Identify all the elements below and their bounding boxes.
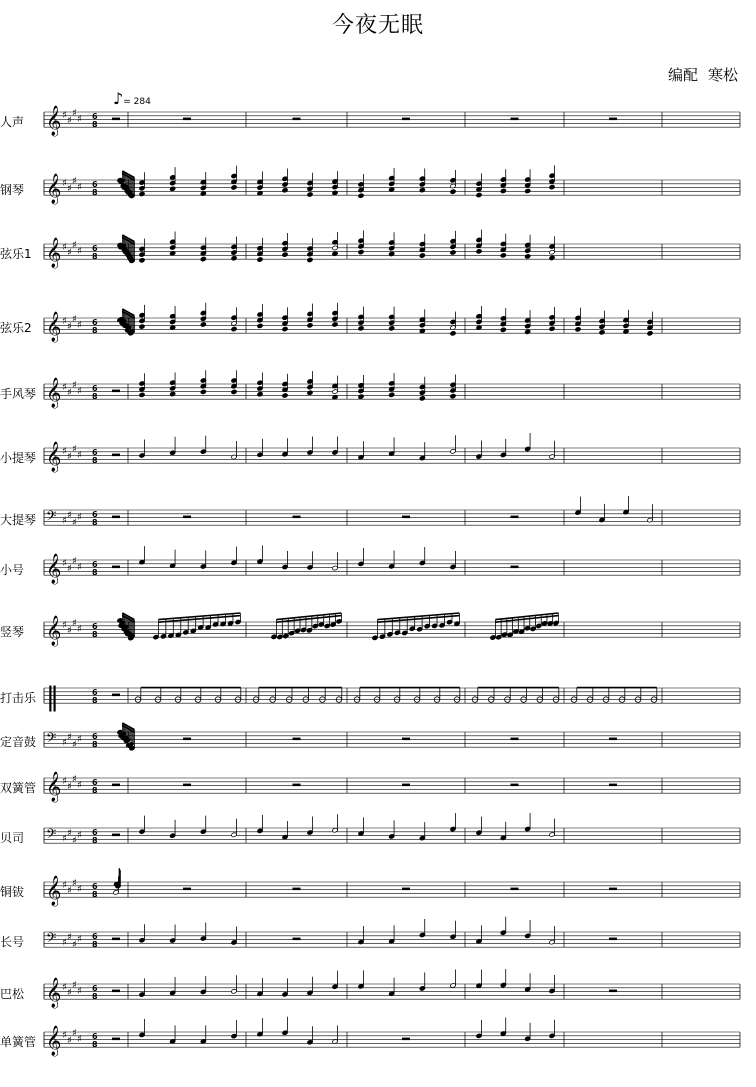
sharp-icon: ♯ <box>77 779 82 791</box>
note-head <box>332 190 338 195</box>
sharp-icon: ♯ <box>77 181 82 193</box>
treble-clef-icon: 𝄞 <box>46 616 62 646</box>
instrument-label: 双簧管 <box>0 781 37 795</box>
note-head <box>358 394 364 399</box>
treble-clef-icon: 𝄞 <box>46 876 62 906</box>
note-head <box>476 249 482 254</box>
sharp-icon: ♯ <box>72 444 77 456</box>
sharp-icon: ♯ <box>67 247 72 259</box>
note-head <box>332 322 338 327</box>
sharp-icon: ♯ <box>67 451 72 463</box>
note-head <box>231 185 237 190</box>
note-head <box>307 257 313 262</box>
sharp-icon: ♯ <box>77 385 82 397</box>
note-head <box>231 389 237 394</box>
note-head <box>549 326 555 331</box>
sharp-icon: ♯ <box>77 733 82 745</box>
time-signature-top: 6 <box>92 510 98 519</box>
sharp-icon: ♯ <box>67 183 72 195</box>
staff-3 <box>44 230 740 269</box>
treble-clef-icon: 𝄞 <box>46 554 62 584</box>
staff-6 <box>44 433 740 473</box>
whole-rest <box>511 516 519 519</box>
instrument-label: 小提琴 <box>0 451 37 465</box>
time-signature-top: 6 <box>92 984 98 993</box>
instrument-label: 人声 <box>0 115 25 129</box>
sharp-icon: ♯ <box>62 1030 67 1041</box>
note-head <box>450 394 456 399</box>
note-head <box>139 392 145 397</box>
whole-rest <box>112 990 120 993</box>
sharp-icon: ♯ <box>62 382 67 393</box>
note-head <box>170 186 176 191</box>
whole-rest <box>293 516 301 519</box>
note-head <box>282 393 288 398</box>
whole-rest <box>402 516 410 519</box>
note-head <box>549 184 555 189</box>
sharp-icon: ♯ <box>67 987 72 999</box>
time-signature-bottom: 8 <box>92 740 98 749</box>
whole-rest <box>402 118 410 121</box>
whole-rest <box>293 938 301 941</box>
staff-11 <box>44 723 740 751</box>
time-signature-bottom: 8 <box>92 188 98 197</box>
whole-rest <box>112 784 120 787</box>
note-head <box>525 254 531 259</box>
note-head <box>419 328 425 333</box>
sharp-icon: ♯ <box>62 558 67 569</box>
treble-clef-icon: 𝄞 <box>46 772 62 802</box>
note-head <box>599 330 605 335</box>
whole-rest <box>112 516 120 519</box>
time-signature-top: 6 <box>92 828 98 837</box>
staff-4 <box>44 303 740 343</box>
sharp-icon: ♯ <box>77 985 82 997</box>
sharp-icon: ♯ <box>72 240 77 252</box>
sharp-icon: ♯ <box>72 1028 77 1040</box>
staff-16 <box>44 969 740 1009</box>
note-head <box>139 191 145 196</box>
sharp-icon: ♯ <box>62 937 67 949</box>
note-head <box>450 331 456 336</box>
note-head <box>200 322 206 327</box>
sharp-icon: ♯ <box>72 739 77 751</box>
whole-rest <box>112 390 120 393</box>
instrument-label: 竖琴 <box>0 625 25 639</box>
treble-clef-icon: 𝄞 <box>46 442 62 472</box>
sharp-icon: ♯ <box>67 563 72 575</box>
time-signature-bottom: 8 <box>92 252 98 261</box>
staff-17 <box>44 1017 740 1057</box>
sharp-icon: ♯ <box>67 781 72 793</box>
whole-rest <box>402 888 410 891</box>
note-head <box>419 187 425 192</box>
note-head <box>257 323 263 328</box>
staff-10 <box>44 682 740 712</box>
whole-rest <box>112 454 120 457</box>
time-signature-bottom: 8 <box>92 696 98 705</box>
instrument-label: 弦乐1 <box>0 247 32 261</box>
instrument-label: 手风琴 <box>0 387 37 401</box>
whole-rest <box>293 888 301 891</box>
whole-rest <box>293 784 301 787</box>
sharp-icon: ♯ <box>67 115 72 127</box>
sharp-icon: ♯ <box>72 835 77 847</box>
sharp-icon: ♯ <box>77 113 82 125</box>
instrument-label: 长号 <box>0 935 25 949</box>
staff-7 <box>44 496 740 528</box>
time-signature-top: 6 <box>92 560 98 569</box>
sharp-icon: ♯ <box>72 878 77 890</box>
sharp-icon: ♯ <box>77 245 82 257</box>
instrument-label: 铜钹 <box>0 885 25 899</box>
time-signature-bottom: 8 <box>92 992 98 1001</box>
time-signature-top: 6 <box>92 778 98 787</box>
note-head <box>200 389 206 394</box>
whole-rest <box>609 888 617 891</box>
whole-rest <box>511 738 519 741</box>
staff-9 <box>44 613 740 647</box>
instrument-label: 贝司 <box>0 831 25 845</box>
whole-rest <box>112 938 120 941</box>
sharp-icon: ♯ <box>72 176 77 188</box>
note-head <box>476 192 482 197</box>
note-head <box>389 251 395 256</box>
whole-rest <box>402 738 410 741</box>
whole-rest <box>112 694 120 697</box>
treble-clef-icon: 𝄞 <box>46 312 62 342</box>
sharp-icon: ♯ <box>67 827 72 839</box>
sharp-icon: ♯ <box>77 883 82 895</box>
sharp-icon: ♯ <box>77 561 82 573</box>
time-signature-bottom: 8 <box>92 518 98 527</box>
note-head <box>170 391 176 396</box>
staff-13 <box>44 813 740 846</box>
treble-clef-icon: 𝄞 <box>46 378 62 408</box>
note-head <box>282 326 288 331</box>
sharp-icon: ♯ <box>62 737 67 749</box>
instrument-label: 单簧管 <box>0 1035 37 1049</box>
bass-clef-icon: 𝄢 <box>46 730 57 749</box>
treble-clef-icon: 𝄞 <box>46 1026 62 1056</box>
note-head <box>358 193 364 198</box>
note-head <box>450 250 456 255</box>
arranger-name: 寒松 <box>707 66 738 84</box>
sharp-icon: ♯ <box>72 774 77 786</box>
note-head <box>358 249 364 254</box>
time-signature-bottom: 8 <box>92 1040 98 1049</box>
treble-clef-icon: 𝄞 <box>46 174 62 204</box>
instrument-label: 小号 <box>0 563 25 577</box>
bass-clef-icon: 𝄢 <box>46 826 57 845</box>
instrument-label: 打击乐 <box>0 691 37 705</box>
sharp-icon: ♯ <box>67 387 72 399</box>
sharp-icon: ♯ <box>72 980 77 992</box>
note-head <box>500 327 506 332</box>
whole-rest <box>511 888 519 891</box>
whole-rest <box>609 118 617 121</box>
score-title: 今夜无眠 <box>331 13 424 38</box>
note-head <box>257 391 263 396</box>
note-head <box>139 258 145 263</box>
sharp-icon: ♯ <box>72 618 77 630</box>
whole-rest <box>609 938 617 941</box>
staff-2 <box>44 165 740 205</box>
sharp-icon: ♯ <box>72 380 77 392</box>
sharp-icon: ♯ <box>62 446 67 457</box>
note-head <box>282 188 288 193</box>
time-signature-top: 6 <box>92 384 98 393</box>
sharp-icon: ♯ <box>62 110 67 121</box>
whole-rest <box>112 118 120 121</box>
note-head <box>389 392 395 397</box>
sharp-icon: ♯ <box>67 931 72 943</box>
whole-rest <box>609 784 617 787</box>
staff-14 <box>44 868 740 907</box>
instrument-label: 大提琴 <box>0 513 37 527</box>
sharp-icon: ♯ <box>67 1035 72 1047</box>
whole-rest <box>183 118 191 121</box>
staff-8 <box>44 545 740 585</box>
time-signature-top: 6 <box>92 732 98 741</box>
whole-rest <box>112 566 120 569</box>
time-signature-bottom: 8 <box>92 392 98 401</box>
tempo-value: = 284 <box>123 97 151 107</box>
time-signature-top: 6 <box>92 1032 98 1041</box>
time-signature-top: 6 <box>92 318 98 327</box>
sharp-icon: ♯ <box>67 885 72 897</box>
whole-rest <box>511 118 519 121</box>
sharp-icon: ♯ <box>62 515 67 527</box>
sharp-icon: ♯ <box>67 509 72 521</box>
sharp-icon: ♯ <box>62 833 67 845</box>
note-head <box>307 192 313 197</box>
sharp-icon: ♯ <box>62 242 67 253</box>
sharp-icon: ♯ <box>72 314 77 326</box>
bass-clef-icon: 𝄢 <box>46 930 57 949</box>
whole-rest <box>402 1038 410 1041</box>
time-signature-bottom: 8 <box>92 890 98 899</box>
time-signature-bottom: 8 <box>92 630 98 639</box>
treble-clef-icon: 𝄞 <box>46 238 62 268</box>
note-head <box>231 256 237 261</box>
whole-rest <box>112 834 120 837</box>
whole-rest <box>609 738 617 741</box>
time-signature-bottom: 8 <box>92 836 98 845</box>
sharp-icon: ♯ <box>77 511 82 523</box>
sharp-icon: ♯ <box>72 108 77 120</box>
time-signature-bottom: 8 <box>92 456 98 465</box>
time-signature-bottom: 8 <box>92 326 98 335</box>
note-head <box>549 255 555 260</box>
staff-15 <box>44 917 740 951</box>
time-signature-bottom: 8 <box>92 786 98 795</box>
time-signature-top: 6 <box>92 622 98 631</box>
note-head <box>500 188 506 193</box>
note-head <box>575 327 581 332</box>
sharp-icon: ♯ <box>62 178 67 189</box>
sharp-icon: ♯ <box>62 982 67 993</box>
whole-rest <box>183 888 191 891</box>
time-signature-top: 6 <box>92 448 98 457</box>
time-signature-top: 6 <box>92 688 98 697</box>
whole-rest <box>402 784 410 787</box>
sharp-icon: ♯ <box>77 1033 82 1045</box>
sharp-icon: ♯ <box>77 623 82 635</box>
sharp-icon: ♯ <box>72 517 77 529</box>
sharp-icon: ♯ <box>72 939 77 951</box>
staff-5 <box>44 370 740 409</box>
whole-rest <box>511 566 519 569</box>
time-signature-bottom: 8 <box>92 120 98 129</box>
sharp-icon: ♯ <box>77 449 82 461</box>
sharp-icon: ♯ <box>67 731 72 743</box>
sharp-icon: ♯ <box>62 620 67 631</box>
note-head <box>419 253 425 258</box>
time-signature-top: 6 <box>92 932 98 941</box>
time-signature-top: 6 <box>92 180 98 189</box>
note-head <box>525 188 531 193</box>
treble-clef-icon: 𝄞 <box>46 978 62 1008</box>
time-signature-bottom: 8 <box>92 940 98 949</box>
time-signature-top: 6 <box>92 882 98 891</box>
note-head <box>200 256 206 261</box>
note-head <box>500 253 506 258</box>
note-head <box>307 323 313 328</box>
time-signature-bottom: 8 <box>92 568 98 577</box>
note-head <box>282 252 288 257</box>
treble-clef-icon: 𝄞 <box>46 106 62 136</box>
sharp-icon: ♯ <box>67 321 72 333</box>
whole-rest <box>183 784 191 787</box>
note-head <box>450 189 456 194</box>
sharp-icon: ♯ <box>62 316 67 327</box>
note-head <box>139 324 145 329</box>
sharp-icon: ♯ <box>62 880 67 891</box>
note-head <box>231 326 237 331</box>
whole-rest <box>511 784 519 787</box>
staff-12 <box>44 771 740 803</box>
time-signature-top: 6 <box>92 244 98 253</box>
instrument-label: 巴松 <box>0 987 25 1001</box>
sharp-icon: ♯ <box>77 829 82 841</box>
instrument-label: 定音鼓 <box>0 735 37 749</box>
note-head <box>358 326 364 331</box>
note-head <box>525 329 531 334</box>
sharp-icon: ♯ <box>72 556 77 568</box>
whole-rest <box>112 1038 120 1041</box>
staff-1 <box>44 105 740 137</box>
note-head <box>419 396 425 401</box>
note-head <box>257 257 263 262</box>
sharp-icon: ♯ <box>77 933 82 945</box>
eighth-note-icon: ♪ <box>113 89 124 108</box>
note-head <box>647 331 653 336</box>
sharp-icon: ♯ <box>67 625 72 637</box>
whole-rest <box>183 738 191 741</box>
whole-rest <box>183 516 191 519</box>
sharp-icon: ♯ <box>77 319 82 331</box>
note-head <box>307 390 313 395</box>
whole-rest <box>293 738 301 741</box>
sharp-icon: ♯ <box>62 776 67 787</box>
whole-rest <box>609 990 617 993</box>
instrument-label: 钢琴 <box>0 183 25 197</box>
percussion-clef-icon: ‖ <box>46 682 59 712</box>
bass-clef-icon: 𝄢 <box>46 508 57 527</box>
arranger-label: 编配 <box>667 66 698 84</box>
whole-rest <box>293 118 301 121</box>
instrument-label: 弦乐2 <box>0 321 32 335</box>
time-signature-top: 6 <box>92 112 98 121</box>
note-head <box>389 326 395 331</box>
